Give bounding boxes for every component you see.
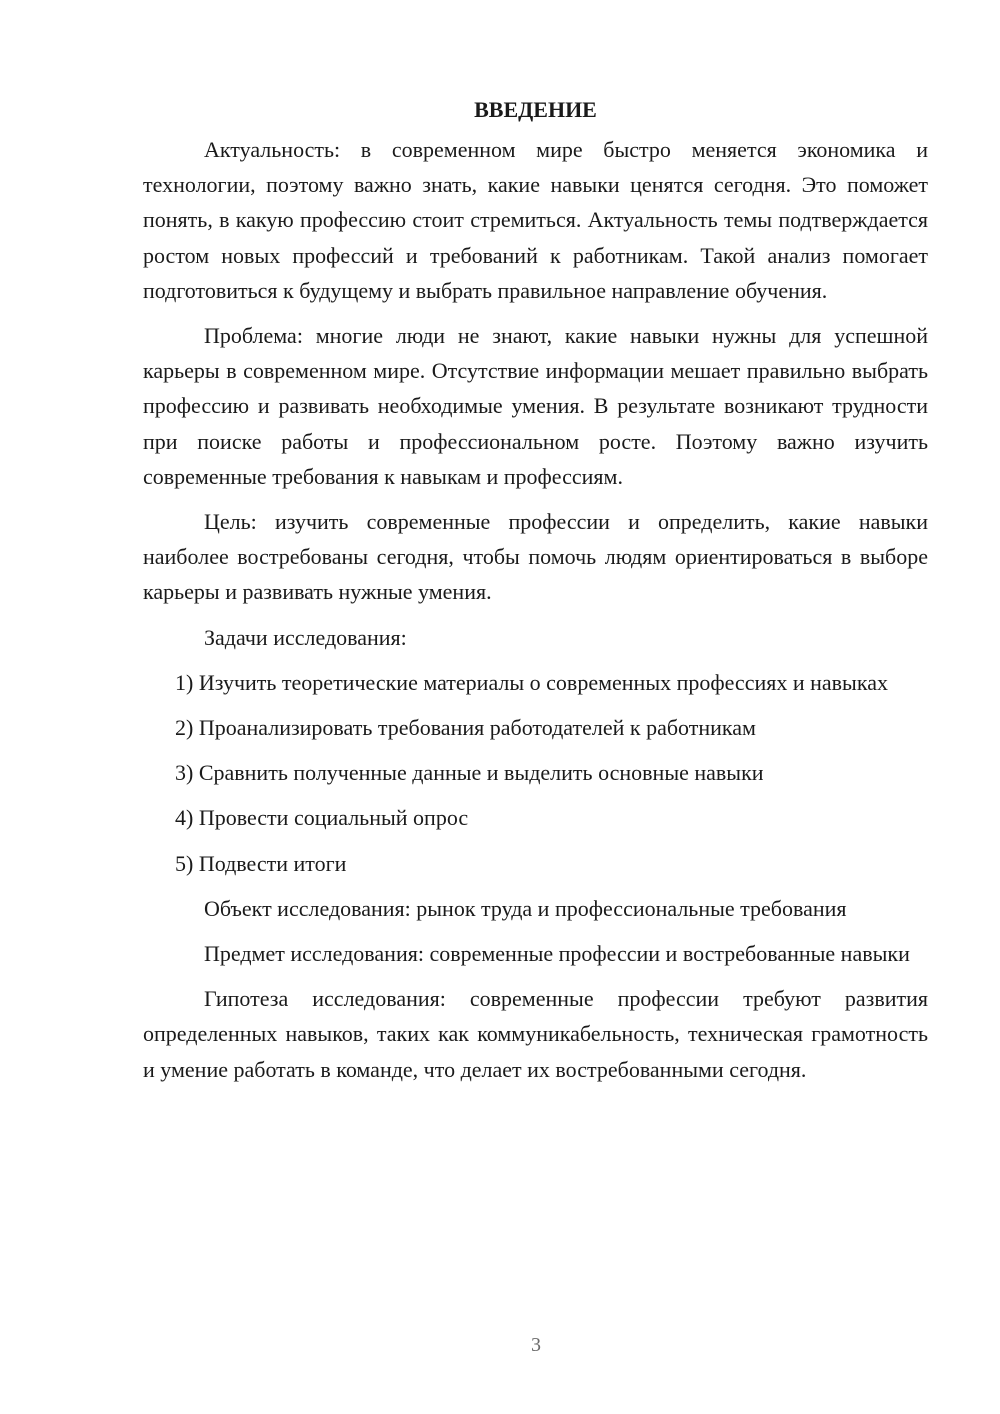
paragraph-subject: Предмет исследования: современные профессии и востребованные навыки xyxy=(204,941,910,967)
tasks-heading: Задачи исследования: xyxy=(204,624,407,650)
task-item: 4) Провести социальный опрос xyxy=(175,805,469,831)
document-page xyxy=(143,92,928,1097)
paragraph-hypothesis: Гипотеза исследования: современные профессии требуют развития определенных навыков, таких как коммуникабельность, техническая грамотность и умение работать в команде, что делает их востребованными сегодня. xyxy=(143,986,928,1082)
page-title: ВВЕДЕНИЕ xyxy=(474,97,597,122)
paragraph-goal: Цель: изучить современные профессии и определить, какие навыки наиболее востребованы сегодня, чтобы помочь людям ориентироваться в выборе карьеры и развивать нужные умения. xyxy=(143,509,928,605)
task-item: 5) Подвести итоги xyxy=(175,850,347,876)
task-item: 1) Изучить теоретические материалы о современных профессиях и навыках xyxy=(175,669,888,695)
paragraph-problem: Проблема: многие люди не знают, какие навыки нужны для успешной карьеры в современном мире. Отсутствие информации мешает правильно выбрать профессию и развивать необходимые умения. В результате возникают трудности при поиске работы и профессиональном росте. Поэтому важно изучить современные требования к навыкам и профессиям. xyxy=(143,323,928,489)
task-item: 2) Проанализировать требования работодателей к работникам xyxy=(175,715,756,741)
paragraph-object: Объект исследования: рынок труда и профессиональные требования xyxy=(204,895,847,921)
task-item: 3) Сравнить полученные данные и выделить основные навыки xyxy=(175,760,764,786)
page-number: 3 xyxy=(531,1334,541,1356)
paragraph-relevance: Актуальность: в современном мире быстро меняется экономика и технологии, поэтому важно знать, какие навыки ценятся сегодня. Это поможет понять, в какую профессию стоит стремиться. Актуальность темы подтверждается ростом новых профессий и требований к работникам. Такой анализ помогает подготовиться к будущему и выбрать правильное направление обучения. xyxy=(143,137,928,303)
